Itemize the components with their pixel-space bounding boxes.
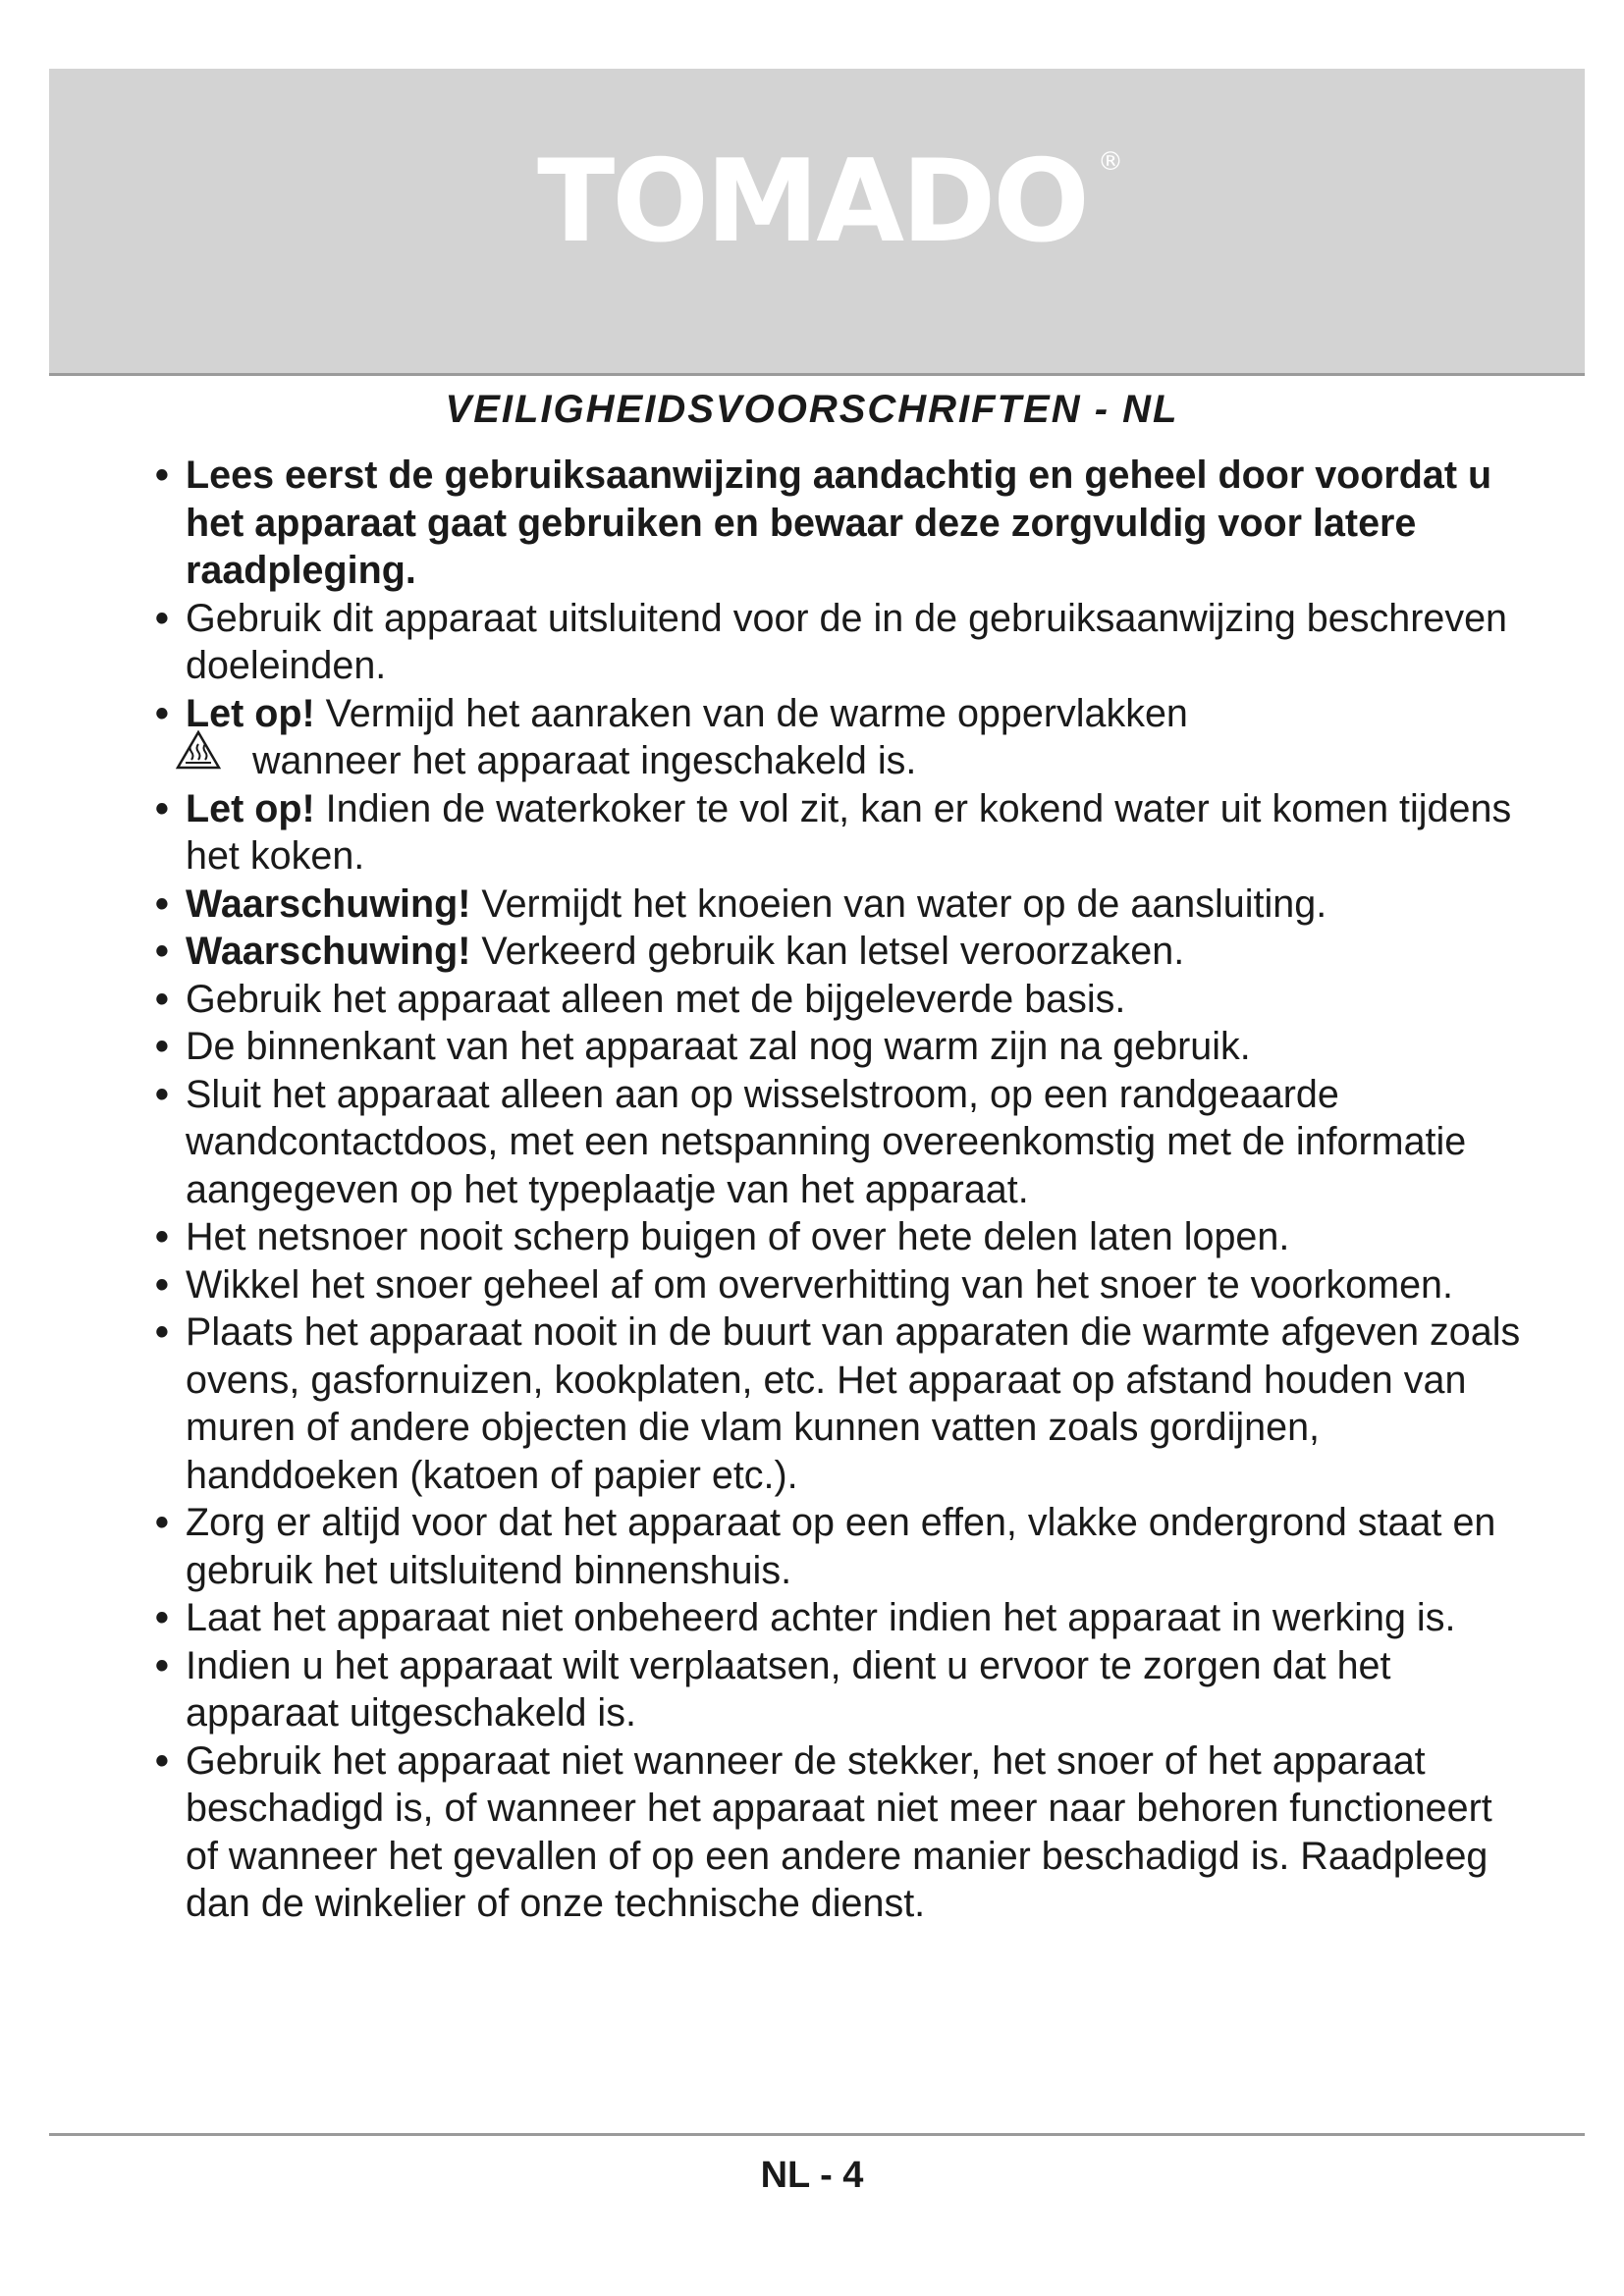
- page-number: NL - 4: [760, 2155, 864, 2196]
- list-item: [155, 595, 1530, 690]
- item-text: Zorg er altijd voor dat het apparaat op een effen, vlakke ondergrond staat en gebruik het uitsluitend binnenshuis.: [186, 1501, 1496, 1592]
- hot-surface-warning-icon: [176, 730, 221, 770]
- list-item: [155, 1071, 1530, 1214]
- registered-mark: ®: [1098, 147, 1123, 177]
- item-text: De binnenkant van het apparaat zal nog warm zijn na gebruik.: [186, 1025, 1251, 1068]
- item-text: Sluit het apparaat alleen aan op wisselstroom, op een randgeaarde wandcontactdoos, met een netspanning overeenkomstig met de informatie aangegeven op het typeplaatje van het apparaat.: [186, 1072, 1467, 1211]
- list-item: [155, 785, 1530, 881]
- item-text: Gebruik dit apparaat uitsluitend voor de in de gebruiksaanwijzing beschreven doeleinden.: [186, 596, 1508, 687]
- item-text: Lees eerst de gebruiksaanwijzing aandachtig en geheel door voordat u het apparaat gaat gebruiken en bewaar deze zorgvuldig voor latere raadpleging.: [186, 454, 1492, 592]
- item-text: Vermijd het aanraken van de warme oppervlakken: [325, 691, 1188, 735]
- list-item: [155, 1261, 1530, 1309]
- list-item: [155, 976, 1530, 1024]
- item-text: Wikkel het snoer geheel af om oververhitting van het snoer te voorkomen.: [186, 1262, 1454, 1307]
- list-item: [155, 1023, 1530, 1071]
- item-text: Indien u het apparaat wilt verplaatsen, dient u ervoor te zorgen dat het apparaat uitgeschakeld is.: [186, 1643, 1391, 1735]
- item-lead: Let op!: [186, 691, 315, 735]
- header-divider: [49, 373, 1585, 376]
- item-text: Gebruik het apparaat alleen met de bijgeleverde basis.: [186, 977, 1126, 1021]
- list-item: [155, 690, 1530, 785]
- item-text: Plaats het apparaat nooit in de buurt van apparaten die warmte afgeven zoals ovens, gasfornuizen, kookplaten, etc. Het apparaat op afstand houden van muren of andere objecten die vlam kunnen vatten zoals gordijnen, handdoeken (katoen of papier etc.).: [186, 1310, 1521, 1497]
- item-text: Het netsnoer nooit scherp buigen of over hete delen laten lopen.: [186, 1215, 1290, 1258]
- item-text: Indien de waterkoker te vol zit, kan er kokend water uit komen tijdens het koken.: [186, 786, 1512, 878]
- item-text: Laat het apparaat niet onbeheerd achter indien het apparaat in werking is.: [186, 1596, 1456, 1639]
- item-lead: Waarschuwing!: [186, 930, 471, 973]
- item-lead: Let op!: [186, 786, 315, 830]
- item-text: Vermijdt het knoeien van water op de aansluiting.: [481, 881, 1327, 926]
- section-title: VEILIGHEIDSVOORSCHRIFTEN - NL: [445, 388, 1179, 431]
- list-item: [155, 881, 1530, 929]
- list-item: [155, 1213, 1530, 1261]
- item-text: Gebruik het apparaat niet wanneer de stekker, het snoer of het apparaat beschadigd is, of wanneer het apparaat niet meer naar behoren functioneert of wanneer het gevallen of op een andere manier beschadigd is. Raadpleeg dan de winkelier of onze technische dienst.: [186, 1738, 1492, 1925]
- list-item: [155, 928, 1530, 976]
- list-item: [155, 1642, 1530, 1737]
- brand-logo: TOMADO: [537, 135, 1087, 268]
- list-item: [155, 452, 1530, 595]
- list-item: [155, 1737, 1530, 1928]
- safety-instructions-list: [155, 452, 1530, 1928]
- item-text: Verkeerd gebruik kan letsel veroorzaken.: [481, 930, 1185, 973]
- list-item: [155, 1308, 1530, 1499]
- list-item: [155, 1499, 1530, 1594]
- list-item: [155, 1594, 1530, 1642]
- item-text-continuation: wanneer het apparaat ingeschakeld is.: [252, 739, 917, 782]
- footer-divider: [49, 2133, 1585, 2136]
- item-lead: Waarschuwing!: [186, 881, 471, 926]
